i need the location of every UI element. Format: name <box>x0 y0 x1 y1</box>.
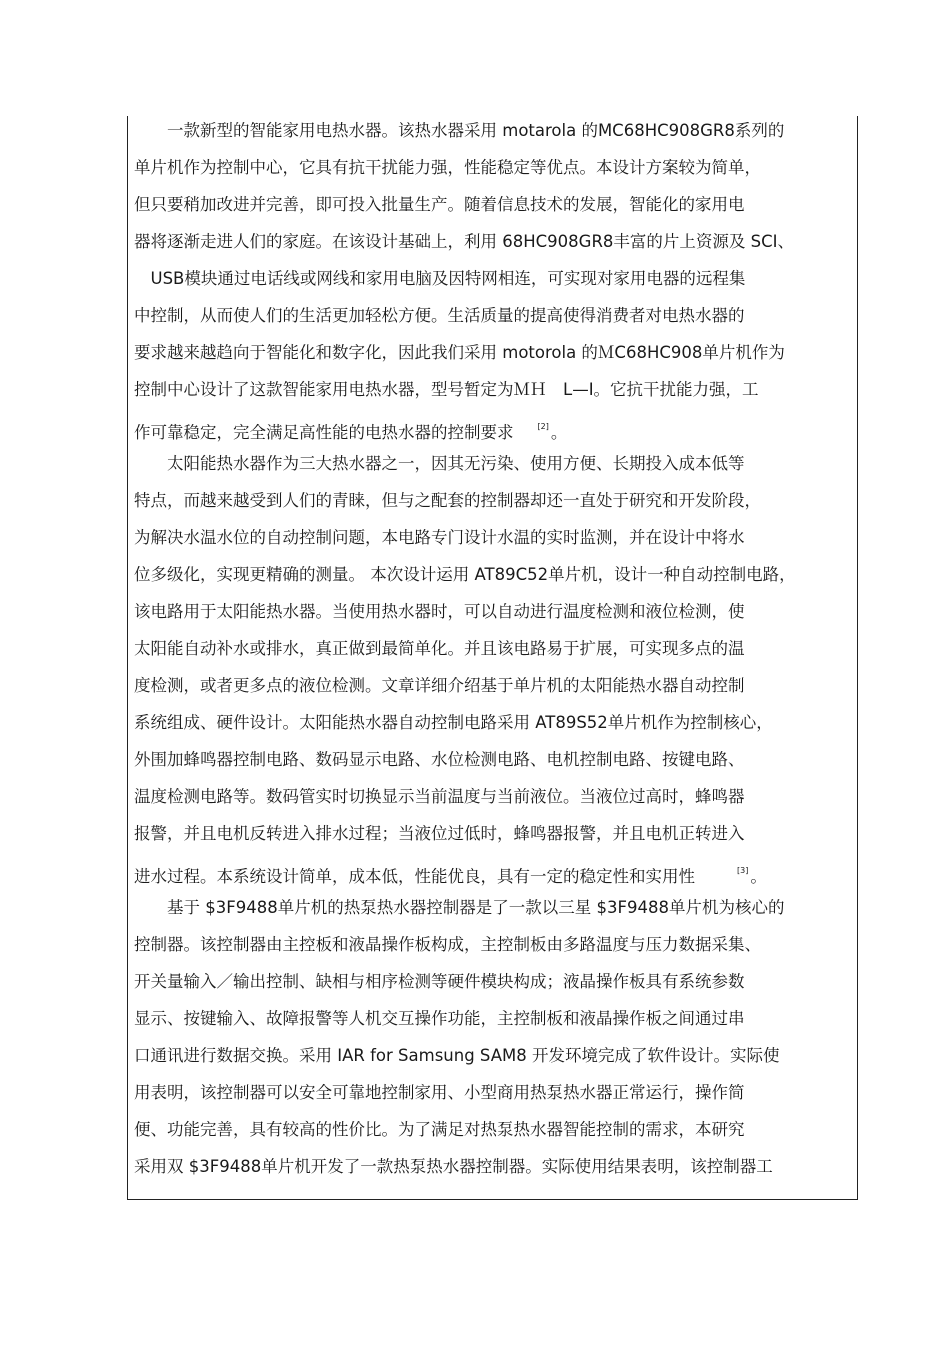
text-line-25: 显示、按键输入、故障报警等人机交互操作功能，主控制板和液晶操作板之间通过串 <box>134 1009 745 1028</box>
text-line-4: 器将逐渐走进人们的家庭。在该设计基础上，利用 68HC908GR8丰富的片上资源及 SCI、 <box>134 232 795 251</box>
text-line-14: 该电路用于太阳能热水器。当使用热水器时，可以自动进行温度检测和液位检测，使 <box>134 602 745 621</box>
text-line-17: 系统组成、硬件设计。太阳能热水器自动控制电路采用 AT89S52单片机作为控制核心， <box>134 713 773 732</box>
text-line-23: 控制器。该控制器由主控板和液晶操作板构成，主控制板由多路温度与压力数据采集、 <box>134 935 761 954</box>
text-line-2: 单片机作为控制中心，它具有抗干扰能力强，性能稳定等优点。本设计方案较为简单， <box>134 158 761 177</box>
text-line-22: 基于 $3F9488单片机的热泵热水器控制器是了一款以三星 $3F9488单片机为核心的 <box>134 898 785 917</box>
text-line-1: 一款新型的智能家用电热水器。该热水器采用 motarola 的MC68HC908GR8系列的 <box>134 121 785 140</box>
citation-3: [3] <box>737 866 749 875</box>
text-line-21-content: 进水过程。本系统设计简单，成本低，性能优良，具有一定的稳定性和实用性 <box>134 867 695 886</box>
text-line-6: 中控制，从而使人们的生活更加轻松方便。生活质量的提高使得消费者对电热水器的 <box>134 306 745 325</box>
text-line-27: 用表明，该控制器可以安全可靠地控制家用、小型商用热泵热水器正常运行，操作简 <box>134 1083 745 1102</box>
text-line-5: USB模块通过电话线或网线和家用电脑及因特网相连，可实现对家用电器的远程集 <box>134 269 746 288</box>
text-line-7: 要求越来越趋向于智能化和数字化，因此我们采用 motorola 的ＭC68HC908单片机作为 <box>134 343 785 362</box>
text-line-18: 外围加蜂鸣器控制电路、数码显示电路、水位检测电路、电机控制电路、按键电路、 <box>134 750 745 769</box>
text-line-13: 位多级化，实现更精确的测量。 本次设计运用 AT89C52单片机，设计一种自动控制电路， <box>134 565 796 584</box>
document-body <box>134 112 856 1185</box>
citation-3-period: 。 <box>750 867 767 886</box>
text-line-16: 度检测，或者更多点的液位检测。文章详细介绍基于单片机的太阳能热水器自动控制 <box>134 676 745 695</box>
text-line-11: 特点，而越来越受到人们的青睐，但与之配套的控制器却还一直处于研究和开发阶段， <box>134 491 761 510</box>
text-line-20: 报警，并且电机反转进入排水过程；当液位过低时，蜂鸣器报警，并且电机正转进入 <box>134 824 745 843</box>
text-line-8: 控制中心设计了这款智能家用电热水器，型号暂定为ＭＨ L—Ⅰ。它抗干扰能力强，工 <box>134 380 759 399</box>
text-line-9-content: 作可靠稳定，完全满足高性能的电热水器的控制要求 <box>134 423 514 442</box>
text-line-10: 太阳能热水器作为三大热水器之一，因其无污染、使用方便、长期投入成本低等 <box>134 454 745 473</box>
text-line-26: 口通讯进行数据交换。采用 IAR for Samsung SAM8 开发环境完成了软件设计。实际使 <box>134 1046 780 1065</box>
text-line-21 <box>134 852 856 889</box>
citation-2: [2] <box>537 422 549 431</box>
text-line-24: 开关量输入／输出控制、缺相与相序检测等硬件模块构成；液晶操作板具有系统参数 <box>134 972 745 991</box>
text-line-3: 但只要稍加改进并完善，即可投入批量生产。随着信息技术的发展，智能化的家用电 <box>134 195 745 214</box>
text-line-15: 太阳能自动补水或排水，真正做到最简单化。并且该电路易于扩展，可实现多点的温 <box>134 639 745 658</box>
text-line-19: 温度检测电路等。数码管实时切换显示当前温度与当前液位。当液位过高时，蜂鸣器 <box>134 787 745 806</box>
citation-2-period: 。 <box>550 423 568 442</box>
text-line-12: 为解决水温水位的自动控制问题，本电路专门设计水温的实时监测，并在设计中将水 <box>134 528 745 547</box>
text-line-9 <box>134 408 856 445</box>
text-line-28: 便、功能完善，具有较高的性价比。为了满足对热泵热水器智能控制的需求，本研究 <box>134 1120 745 1139</box>
text-line-29: 采用双 $3F9488单片机开发了一款热泵热水器控制器。实际使用结果表明，该控制器工 <box>134 1157 773 1176</box>
